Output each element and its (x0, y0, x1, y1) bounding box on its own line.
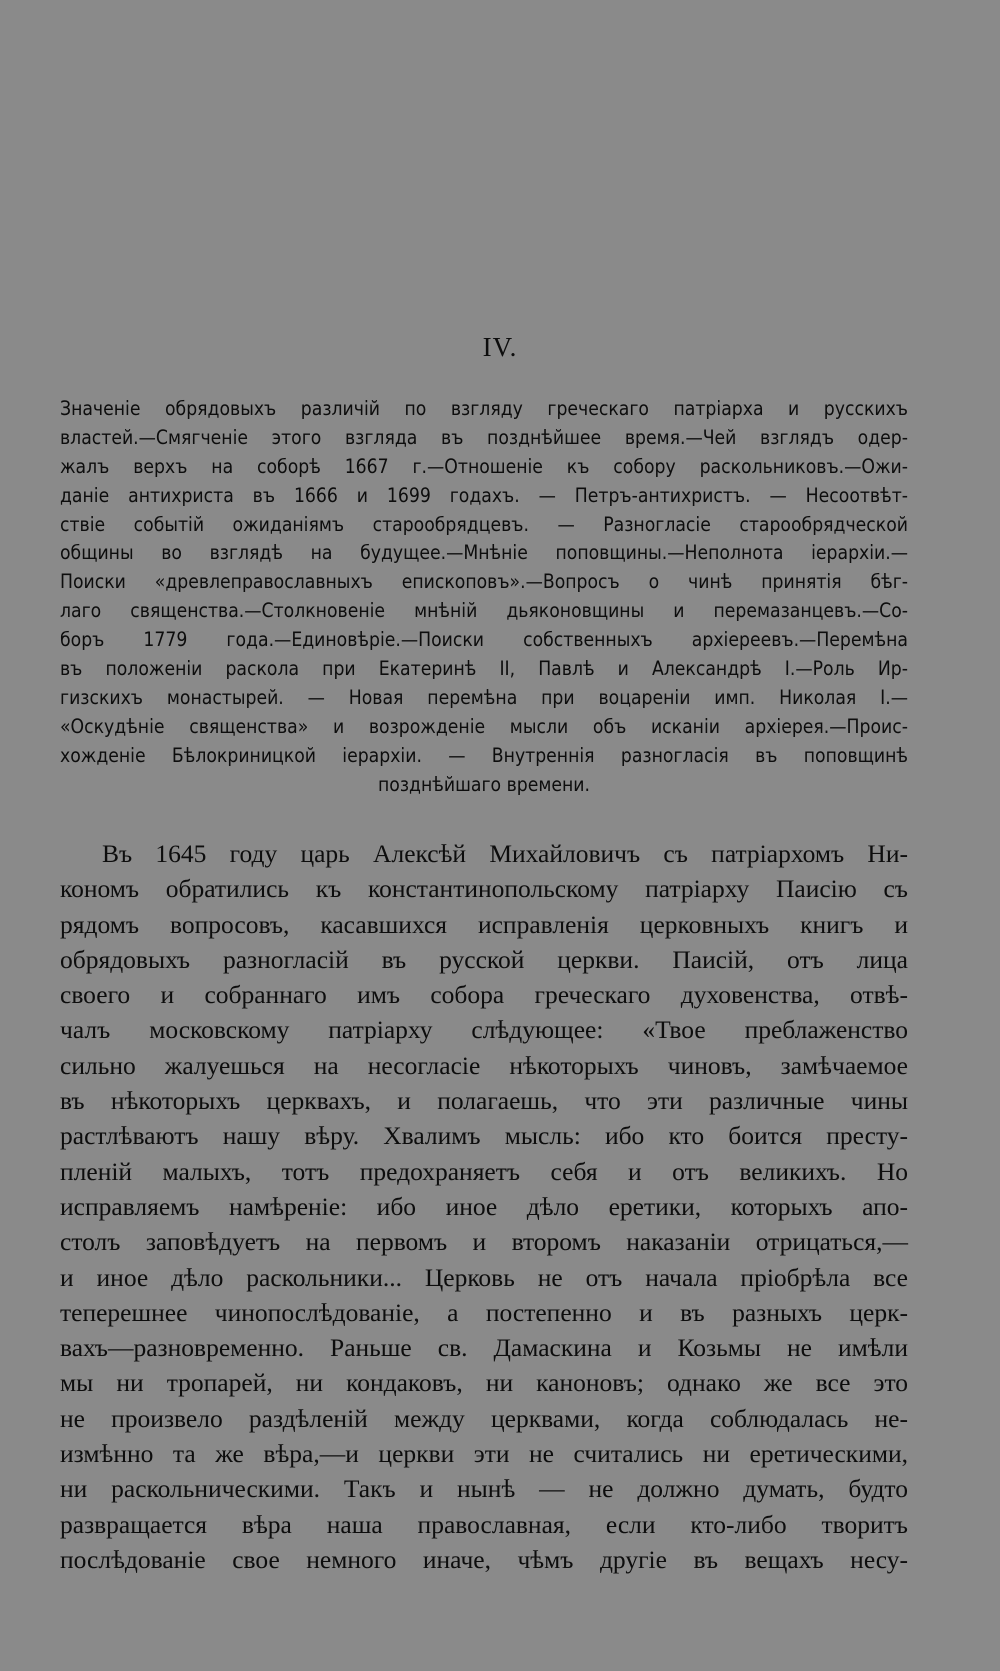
summary-line: общины во взглядѣ на будущее.—Мнѣніе поповщины.—Неполнота іерархіи.— (60, 541, 908, 565)
summary-line: боръ 1779 года.—Единовѣріе.—Поиски собственныхъ архіереевъ.—Перемѣна (60, 628, 908, 652)
body-text (60, 836, 908, 1577)
body-line: чалъ московскому патріарху слѣдующее: «Твое преблаженство (60, 1015, 908, 1045)
summary-line: даніе антихриста въ 1666 и 1699 годахъ. — Петръ-антихристъ. — Несоотвѣт- (60, 483, 908, 507)
body-line: послѣдованіе свое немного иначе, чѣмъ другіе въ вещахъ несу- (60, 1544, 908, 1574)
body-line: измѣнно та же вѣра,—и церкви эти не считались ни еретическими, (60, 1439, 908, 1469)
body-line: растлѣваютъ нашу вѣру. Хвалимъ мысль: ибо кто боится престу- (60, 1121, 908, 1151)
body-line: ни раскольническими. Такъ и нынѣ — не должно думать, будто (60, 1474, 908, 1504)
body-line: рядомъ вопросовъ, касавшихся исправленія церковныхъ книгъ и (60, 909, 908, 939)
body-line: исправляемъ намѣреніе: ибо иное дѣло еретики, которыхъ апо- (60, 1191, 908, 1221)
body-line: и иное дѣло раскольники... Церковь не отъ начала пріобрѣла все (60, 1262, 908, 1292)
body-line: сильно жалуешься на несогласіе нѣкоторыхъ чиновъ, замѣчаемое (60, 1050, 908, 1080)
body-line: пленій малыхъ, тотъ предохраняетъ себя и отъ великихъ. Но (60, 1156, 908, 1186)
body-line: столъ заповѣдуетъ на первомъ и второмъ наказаніи отрицаться,— (60, 1227, 908, 1257)
body-line: развращается вѣра наша православная, если кто-либо творитъ (60, 1509, 908, 1539)
body-line: мы ни тропарей, ни кондаковъ, ни каноновъ; однако же все это (60, 1368, 908, 1398)
body-line: вахъ—разновременно. Раньше св. Дамаскина и Козьмы не имѣли (60, 1333, 908, 1363)
summary-line: гизскихъ монастырей. — Новая перемѣна при воцареніи имп. Николая I.— (60, 685, 908, 709)
body-line: своего и собраннаго имъ собора греческаго духовенства, отвѣ- (60, 980, 908, 1010)
body-line: обрядовыхъ разногласій въ русской церкви. Паисій, отъ лица (60, 944, 908, 974)
summary-line: ствіе событій ожиданіямъ старообрядцевъ. — Разногласіе старообрядческой (60, 512, 908, 536)
summary-line: властей.—Смягченіе этого взгляда въ позднѣйшее время.—Чей взглядъ одер- (60, 425, 908, 449)
summary-line: хожденіе Бѣлокриницкой іерархіи. — Внутреннія разногласія въ поповщинѣ (60, 743, 908, 767)
body-line: въ нѣкоторыхъ церквахъ, и полагаешь, что эти различные чины (60, 1086, 908, 1116)
summary-line: Значеніе обрядовыхъ различій по взгляду греческаго патріарха и русскихъ (60, 397, 908, 420)
summary-line: позднѣйшаго времени. (378, 772, 590, 796)
summary-line: жалъ верхъ на соборѣ 1667 г.—Отношеніе къ собору раскольниковъ.—Ожи- (60, 454, 908, 478)
summary-line: Поиски «древлеправославныхъ епископовъ».—Вопросъ о чинѣ принятія бѣг- (60, 570, 908, 594)
body-line: кономъ обратились къ константинопольскому патріарху Паисію съ (60, 874, 908, 904)
body-line: Въ 1645 году царь Алексѣй Михайловичъ съ патріархомъ Ни- (102, 839, 908, 868)
body-line: не произвело раздѣленій между церквами, когда соблюдалась не- (60, 1403, 908, 1433)
chapter-number: IV. (482, 332, 518, 362)
summary-line: лаго священства.—Столкновеніе мнѣній дьяконовщины и перемазанцевъ.—Со- (60, 599, 908, 623)
chapter-summary (60, 395, 908, 799)
body-line: теперешнее чинопослѣдованіе, а постепенно и въ разныхъ церк- (60, 1297, 908, 1327)
summary-line: «Оскудѣніе священства» и возрожденіе мысли объ исканіи архіерея.—Проис- (60, 714, 908, 738)
summary-line: въ положеніи раскола при Екатеринѣ II, Павлѣ и Александрѣ I.—Роль Ир- (60, 657, 908, 681)
